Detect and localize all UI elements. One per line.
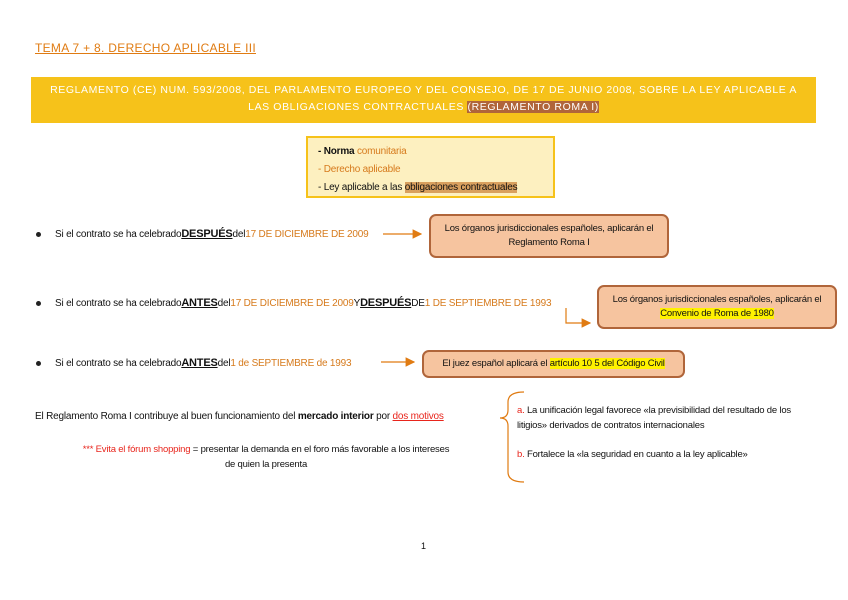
market-text: por xyxy=(373,411,393,422)
bullet-text: Si el contrato se ha celebrado xyxy=(55,297,182,309)
reason-text: La unificación legal favorece «la previsibilidad del resultado de los xyxy=(524,405,791,416)
summary-item-norma-label: - Norma xyxy=(318,146,357,157)
bullet-date: 1 de SEPTIEMBRE de 1993 xyxy=(230,357,352,369)
bullet-text: del xyxy=(217,357,231,369)
arrow-to-convenio xyxy=(566,308,590,323)
bullet-keyword: ANTES xyxy=(181,297,218,309)
banner-highlight: (REGLAMENTO ROMA I) xyxy=(467,101,599,113)
bullet-dot xyxy=(36,232,41,237)
bullet-keyword: DESPUÉS xyxy=(360,297,412,309)
forum-red: *** Evita el fórum shopping xyxy=(82,444,191,455)
bullet-dot xyxy=(36,361,41,366)
bullet-before-1993 xyxy=(36,357,351,369)
result-line: Los órganos jurisdiccionales españoles, aplicarán el xyxy=(444,223,654,234)
reason-a-line-2: litigios» derivados de contratos internacionales xyxy=(517,420,705,431)
result-line: El juez español aplicará el xyxy=(442,358,550,369)
summary-item-ley-label: - Ley aplicable a las xyxy=(318,182,405,193)
reason-letter: b. xyxy=(517,449,525,460)
banner-line-2 xyxy=(31,99,816,116)
result-line xyxy=(599,307,835,321)
bullet-date: 17 DE DICIEMBRE DE 2009 xyxy=(230,297,354,309)
bullet-keyword: ANTES xyxy=(181,357,218,369)
result-box-convenio-roma xyxy=(597,285,837,329)
reason-letter: a. xyxy=(517,405,525,416)
reason-text: Fortalece la «la seguridad en cuanto a la ley aplicable» xyxy=(524,449,748,460)
bullet-date: 1 DE SEPTIEMBRE DE 1993 xyxy=(424,297,552,309)
bullet-text: Si el contrato se ha celebrado xyxy=(55,228,182,240)
forum-line-1 xyxy=(80,442,452,457)
summary-item-norma-value: comunitaria xyxy=(356,146,407,157)
summary-item-ley-highlight: obligaciones contractuales xyxy=(404,182,518,193)
banner-line-2-text: LAS OBLIGACIONES CONTRACTUALES xyxy=(248,101,468,113)
regulation-banner xyxy=(31,77,816,123)
document-title: TEMA 7 + 8. DERECHO APLICABLE III xyxy=(35,41,256,55)
forum-line-2: de quien la presenta xyxy=(224,459,308,470)
bullet-text: del xyxy=(217,297,231,309)
page-number: 1 xyxy=(421,541,427,551)
summary-item-norma xyxy=(318,143,543,161)
bullet-keyword: DESPUÉS xyxy=(181,228,233,240)
summary-box xyxy=(306,136,555,198)
market-text: El Reglamento Roma I contribuye al buen funcionamiento del xyxy=(35,411,298,422)
result-highlight: Convenio de Roma de 1980 xyxy=(660,308,774,319)
result-box-codigo-civil xyxy=(422,350,685,378)
dos-motivos-link: dos motivos xyxy=(392,411,444,422)
result-highlight: artículo 10 5 del Código Civil xyxy=(549,358,665,369)
reason-a xyxy=(517,403,791,433)
bullet-text: del xyxy=(232,228,246,240)
result-line: Reglamento Roma I xyxy=(508,237,590,248)
summary-item-derecho: - Derecho aplicable xyxy=(318,164,401,175)
reason-a-line-1 xyxy=(517,403,791,418)
bullet-between-dates xyxy=(36,297,551,309)
result-box-roma-i xyxy=(429,214,669,258)
reason-b xyxy=(517,447,748,462)
forum-text: = presentar la demanda en el foro más favorable a los intereses xyxy=(190,444,450,455)
mercado-interior-sentence xyxy=(35,411,444,422)
forum-shopping-note xyxy=(80,442,452,472)
bullet-date: 17 DE DICIEMBRE DE 2009 xyxy=(245,228,369,240)
market-bold: mercado interior xyxy=(297,411,374,422)
bullet-text: DE xyxy=(411,297,425,309)
bullet-text: Si el contrato se ha celebrado xyxy=(55,357,182,369)
bullet-text: Y xyxy=(353,297,361,309)
bullet-after-2009 xyxy=(36,228,368,240)
result-line: Los órganos jurisdiccionales españoles, aplicarán el xyxy=(612,294,822,305)
bullet-dot xyxy=(36,301,41,306)
banner-line-1: REGLAMENTO (CE) NUM. 593/2008, DEL PARLAMENTO EUROPEO Y DEL CONSEJO, DE 17 DE JUNIO 2008, SOBRE LA LEY APLICABLE A xyxy=(50,84,797,96)
summary-item-ley xyxy=(318,179,543,197)
